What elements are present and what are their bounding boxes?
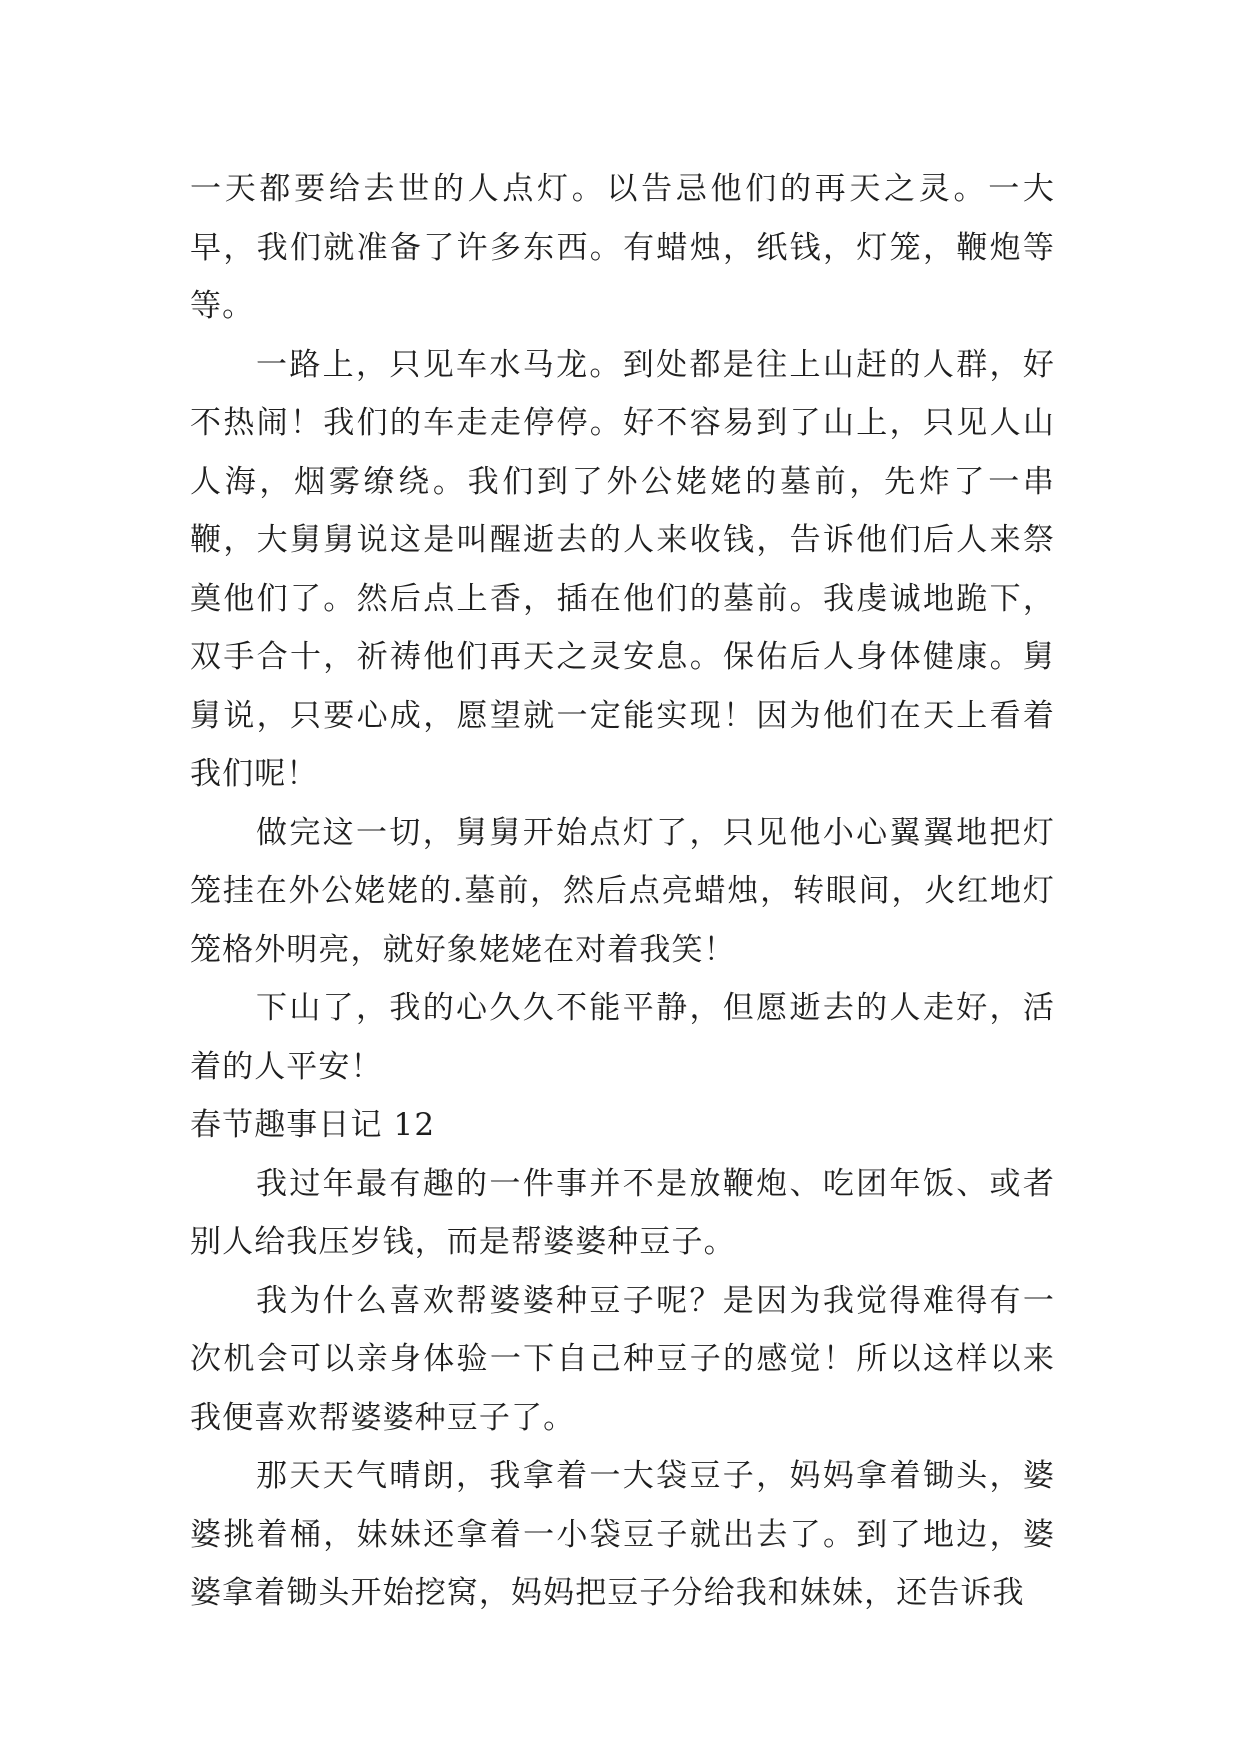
paragraph-going-down-mountain: 下山了，我的心久久不能平静，但愿逝去的人走好，活着的人平安！ bbox=[190, 990, 1055, 1085]
paragraph-most-interesting-thing: 我过年最有趣的一件事并不是放鞭炮、吃团年饭、或者别人给我压岁钱，而是帮婆婆种豆子。 bbox=[190, 1165, 1055, 1260]
paragraph-uncle-lights-lantern: 做完这一切，舅舅开始点灯了，只见他小心翼翼地把灯笼挂在外公姥姥的.墓前，然后点亮蜡烛，转眼间，火红地灯笼格外明亮，就好象姥姥在对着我笑！ bbox=[190, 814, 1055, 968]
paragraph-sunny-day: 那天天气晴朗，我拿着一大袋豆子，妈妈拿着锄头，婆婆挑着桶，妹妹还拿着一小袋豆子就出去了。到了地边，婆婆拿着锄头开始挖窝，妈妈把豆子分给我和妹妹，还告诉我 bbox=[190, 1458, 1055, 1611]
paragraph-road-to-mountain: 一路上，只见车水马龙。到处都是往上山赶的人群，好不热闹！我们的车走走停停。好不容易到了山上，只见人山人海，烟雾缭绕。我们到了外公姥姥的墓前，先炸了一串鞭，大舅舅说这是叫醒逝去的人来收钱，告诉他们后人来祭奠他们了。然后点上香，插在他们的墓前。我虔诚地跪下，双手合十，祈祷他们再天之灵安息。保佑后人身体健康。舅舅说，只要心成，愿望就一定能实现！因为他们在天上看着我们呢！ bbox=[190, 346, 1055, 792]
document-body bbox=[190, 160, 1055, 1623]
section-heading: 春节趣事日记 12 bbox=[190, 1107, 436, 1143]
paragraph-why-plant-beans: 我为什么喜欢帮婆婆种豆子呢？是因为我觉得难得有一次机会可以亲身体验一下自己种豆子的感觉！所以这样以来我便喜欢帮婆婆种豆子了。 bbox=[190, 1282, 1055, 1436]
paragraph-lantern-lighting: 一天都要给去世的人点灯。以告忌他们的再天之灵。一大早，我们就准备了许多东西。有蜡烛，纸钱，灯笼，鞭炮等等。 bbox=[190, 171, 1055, 324]
